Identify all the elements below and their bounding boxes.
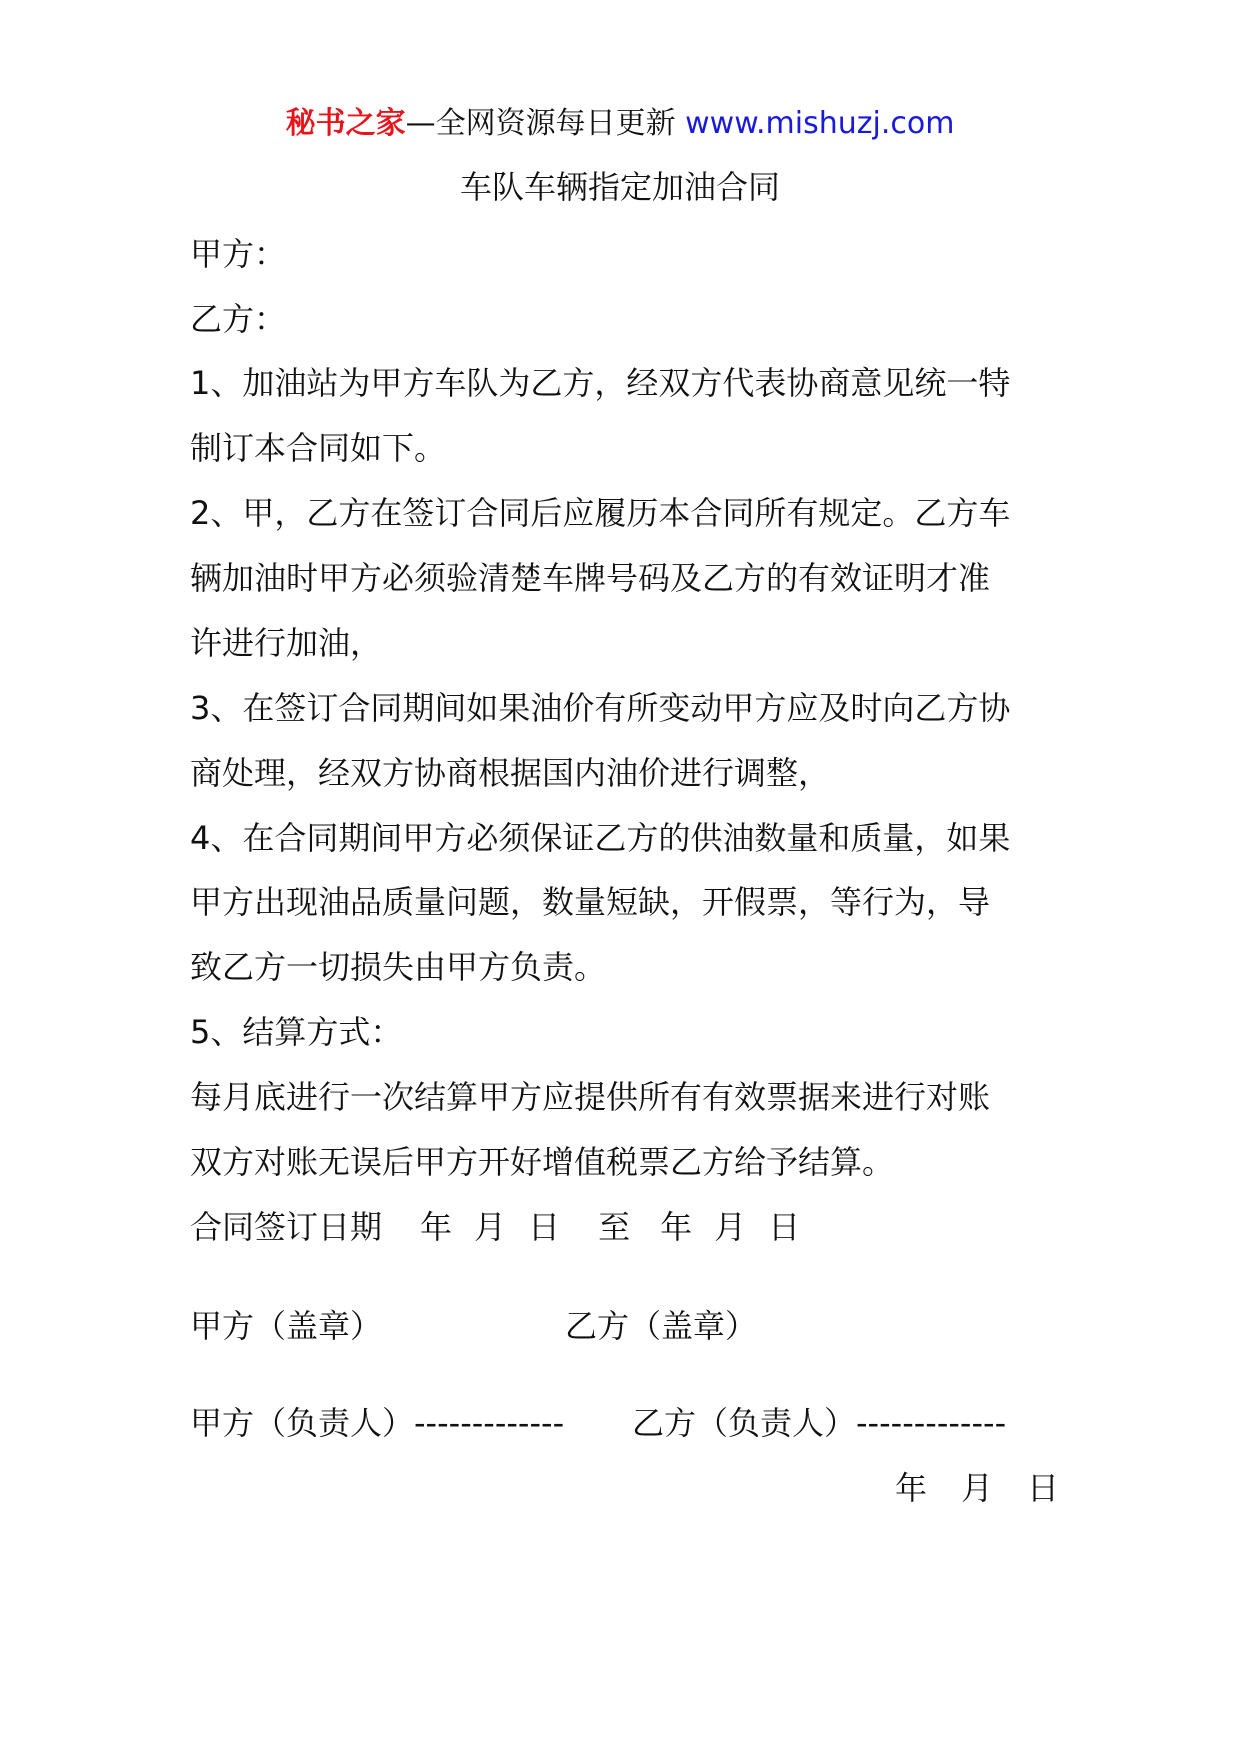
page-title: 车队车辆指定加油合同 bbox=[459, 168, 780, 206]
clause-line: 辆加油时甲方必须验清楚车牌号码及乙方的有效证明才准 bbox=[190, 559, 991, 597]
date-day: 日 bbox=[768, 1208, 801, 1246]
clause-line: 1、加油站为甲方车队为乙方，经双方代表协商意见统一特 bbox=[190, 364, 1011, 402]
party-b-responsible: 乙方（负责人）------------- bbox=[632, 1404, 1007, 1442]
party-a-label: 甲方： bbox=[190, 235, 287, 273]
clause-line: 致乙方一切损失由甲方负责。 bbox=[190, 948, 607, 986]
clause-line: 2、甲，乙方在签订合同后应履历本合同所有规定。乙方车 bbox=[190, 494, 1011, 532]
clause-line: 商处理，经双方协商根据国内油价进行调整， bbox=[190, 754, 831, 792]
date-day: 日 bbox=[1027, 1469, 1060, 1507]
party-a-stamp: 甲方（盖章） bbox=[190, 1307, 383, 1345]
date-month: 月 bbox=[961, 1469, 994, 1507]
date-to: 至 bbox=[598, 1208, 631, 1246]
brand-tagline: —全网资源每日更新 bbox=[405, 106, 676, 141]
clause-line: 3、在签订合同期间如果油价有所变动甲方应及时向乙方协 bbox=[190, 689, 1011, 727]
date-month: 月 bbox=[474, 1208, 507, 1246]
clause-line: 甲方出现油品质量问题，数量短缺，开假票，等行为，导 bbox=[190, 883, 991, 921]
date-day: 日 bbox=[528, 1208, 561, 1246]
date-year: 年 bbox=[895, 1469, 928, 1507]
date-year: 年 bbox=[420, 1208, 453, 1246]
site-url-link[interactable]: www.mishuzj.com bbox=[685, 106, 955, 141]
brand-name: 秘书之家 bbox=[285, 106, 406, 141]
clause-line: 5、结算方式： bbox=[190, 1013, 403, 1051]
final-date bbox=[895, 1466, 1059, 1510]
clause-line: 制订本合同如下。 bbox=[190, 429, 447, 467]
party-a-responsible: 甲方（负责人）------------- bbox=[190, 1404, 565, 1442]
clause-line: 4、在合同期间甲方必须保证乙方的供油数量和质量，如果 bbox=[190, 819, 1011, 857]
sign-date-line bbox=[190, 1205, 800, 1249]
sign-date-label: 合同签订日期 bbox=[190, 1208, 383, 1246]
clause-line: 双方对账无误后甲方开好增值税票乙方给予结算。 bbox=[190, 1143, 895, 1181]
date-year: 年 bbox=[660, 1208, 693, 1246]
clause-line: 许进行加油， bbox=[190, 624, 383, 662]
party-b-label: 乙方： bbox=[190, 300, 287, 338]
date-month: 月 bbox=[714, 1208, 747, 1246]
site-header bbox=[0, 102, 1240, 146]
party-b-stamp: 乙方（盖章） bbox=[565, 1307, 758, 1345]
clause-line: 每月底进行一次结算甲方应提供所有有效票据来进行对账 bbox=[190, 1078, 991, 1116]
